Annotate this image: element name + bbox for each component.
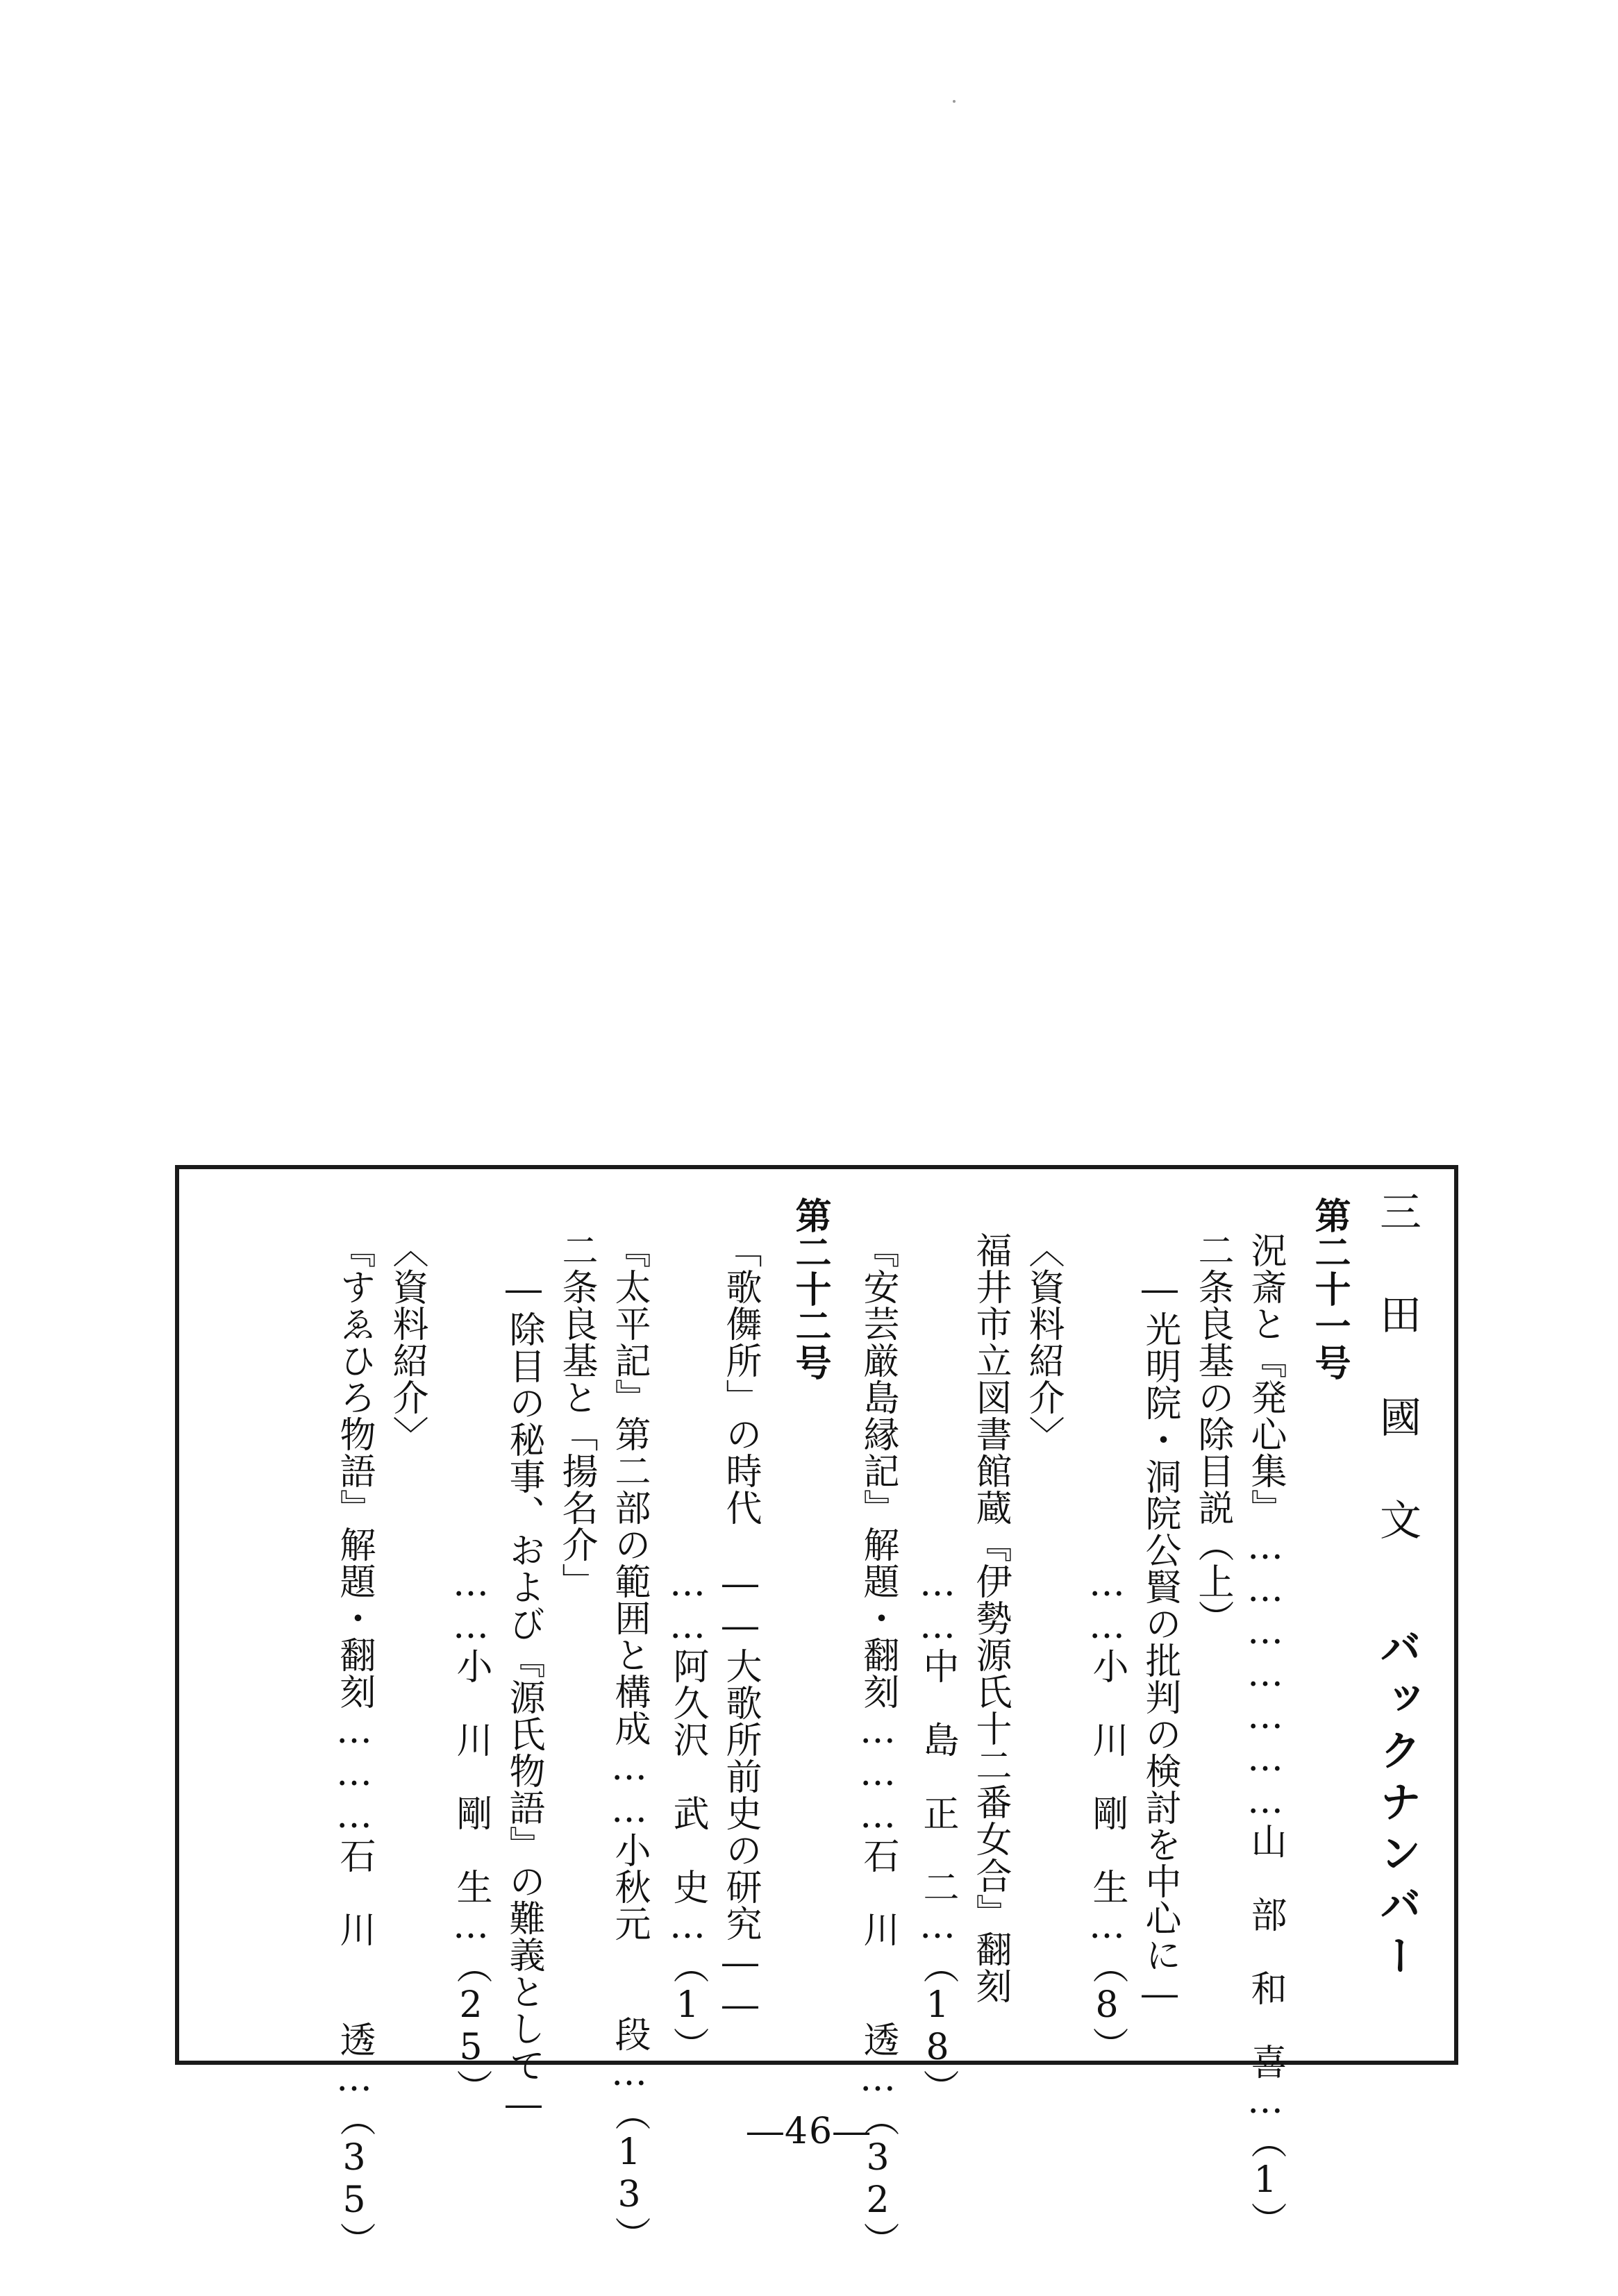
toc-line: 二条良基と「揚名介」 — [556, 1232, 597, 1600]
toc-line: 『太平記』第二部の範囲と構成……小秋元 段…（13） — [608, 1232, 650, 2253]
masthead — [1375, 1190, 1419, 1986]
toc-line: ……小 川 剛 生…（8） — [1086, 1232, 1128, 2063]
toc-line: ―除目の秘事、および『源氏物語』の難義として― — [503, 1232, 544, 2126]
issue-heading: 第二十一号 — [1308, 1197, 1350, 1381]
toc-line: 福井市立図書館蔵『伊勢源氏十二番女合』翻刻 — [969, 1232, 1011, 2004]
toc-line: ……阿久沢 武 史…（1） — [667, 1232, 708, 2063]
journal-title: 三 田 國 文 — [1373, 1190, 1421, 1550]
toc-line: 『すゑひろ物語』解題・翻刻………石 川 透…（35） — [333, 1232, 375, 2259]
toc-line: 〈資料紹介〉 — [386, 1232, 428, 1452]
toc-line: 『安芸厳島縁記』解題・翻刻………石 川 透…（32） — [857, 1232, 899, 2259]
toc-line: 況斎と『発心集』…………………山 部 和 喜…（1） — [1244, 1232, 1286, 2238]
scan-speck — [953, 100, 956, 103]
toc-line: 「歌儛所」の時代 ――大歌所前史の研究―― — [719, 1232, 761, 2027]
toc-line: 二条良基の除目説（上） — [1192, 1232, 1233, 1636]
toc-line: ……小 川 剛 生…（25） — [450, 1232, 492, 2106]
page-number: ―46― — [747, 2111, 871, 2152]
issue-heading: 第二十二号 — [789, 1197, 831, 1381]
section-title: バックナンバー — [1373, 1626, 1421, 1986]
toc-line: 〈資料紹介〉 — [1022, 1232, 1064, 1452]
toc-line: ……中 島 正 二…（18） — [917, 1232, 958, 2106]
toc-line: ―光明院・洞院公賢の批判の検討を中心に― — [1139, 1232, 1181, 2016]
